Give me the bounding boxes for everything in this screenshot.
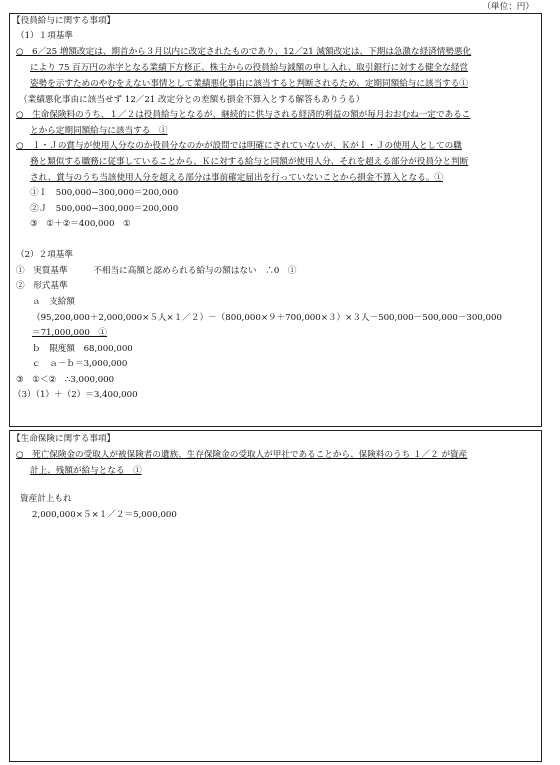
- section-title: 【役員給与に関する事項】: [12, 16, 116, 26]
- text-line: とから定期同額給与に該当する ①: [30, 126, 168, 136]
- unit-label: （単位：円）: [482, 2, 534, 12]
- calc-line: ａ 支給額: [32, 297, 75, 307]
- calc-line: ① 実質基準 不相当に高額と認められる給与の額はない ∴0 ①: [16, 266, 297, 276]
- text-line: ○ 6／25 増額改定は、期首から３月以内に改定されたものであり、12／21 減額改定は、下期は急激な経済情勢悪化: [16, 47, 472, 57]
- text-line: ○ Ｉ・Ｊの賞与が使用人分なのか役員分なのかが設問では明確にされていないが、ＫがＩ・Ｊの使用人としての職: [16, 141, 462, 151]
- calc-line: 2,000,000×５×１／２＝5,000,000: [32, 510, 177, 520]
- calc-line: ②Ｊ 500,000−300,000＝200,000: [30, 204, 179, 214]
- text-line: 資産計上もれ: [20, 494, 72, 504]
- text-line: （業績悪化事由に該当せず 12／21 改定分との差額も損金不算入とする解答もありうる）: [19, 95, 365, 105]
- text-line: ○ 生命保険料のうち、１／２は役員給与となるが、継続的に供与される経済的利益の額が毎月おおむね一定であるこ: [16, 110, 471, 120]
- text-line: 計上、残額が給与となる ①: [30, 466, 142, 476]
- total-line: （3）（1）＋（2）＝3,400,000: [13, 390, 138, 400]
- text-line: され、賞与のうち当該使用人分を超える部分は事前確定届出を行っていないことから損金不算入となる。①: [30, 173, 444, 183]
- text-line: により 75 百万円の赤字となる業績下方修正、株主からの役員給与減額の申し入れ、取引銀行に対する健全な経営: [30, 63, 469, 73]
- text-line: ○ 死亡保険金の受取人が被保険者の遺族、生存保険金の受取人が甲社であることから、保険料のうち １／２ が資産: [16, 450, 468, 460]
- calc-line: ③ ①＜② ∴3,000,000: [16, 375, 115, 385]
- subheading-2: （2）２項基準: [16, 250, 74, 260]
- calc-line: ｃ ａ－ｂ＝3,000,000: [32, 359, 128, 369]
- calc-line: ①Ｉ 500,000−300,000＝200,000: [30, 188, 179, 198]
- subheading-1: （1）１項基準: [16, 31, 74, 41]
- text-line: 務と類似する職務に従事していることから、Ｋに対する給与と同額が使用人分、それを超える部分が役員分と判断: [30, 157, 469, 167]
- calc-line: ② 形式基準: [16, 281, 68, 291]
- calc-line: ＝71,000,000 ①: [32, 328, 107, 338]
- section-title: 【生命保険に関する事項】: [12, 434, 116, 444]
- text-line: 姿勢を示すためのやむをえない事情として業績悪化事由に該当すると判断されるため、定期同額給与に該当する①: [30, 79, 468, 89]
- calc-line: （95,200,000＋2,000,000×５人×１／２）－（800,000×９＋700,000×３）×３人－500,000－500,000－300,000: [32, 313, 502, 323]
- executive-salary-section: [9, 13, 542, 427]
- calc-line: ③ ①＋②＝400,000 ①: [30, 219, 131, 229]
- life-insurance-section: [9, 430, 542, 762]
- calc-line: ｂ 限度額 68,000,000: [32, 344, 133, 354]
